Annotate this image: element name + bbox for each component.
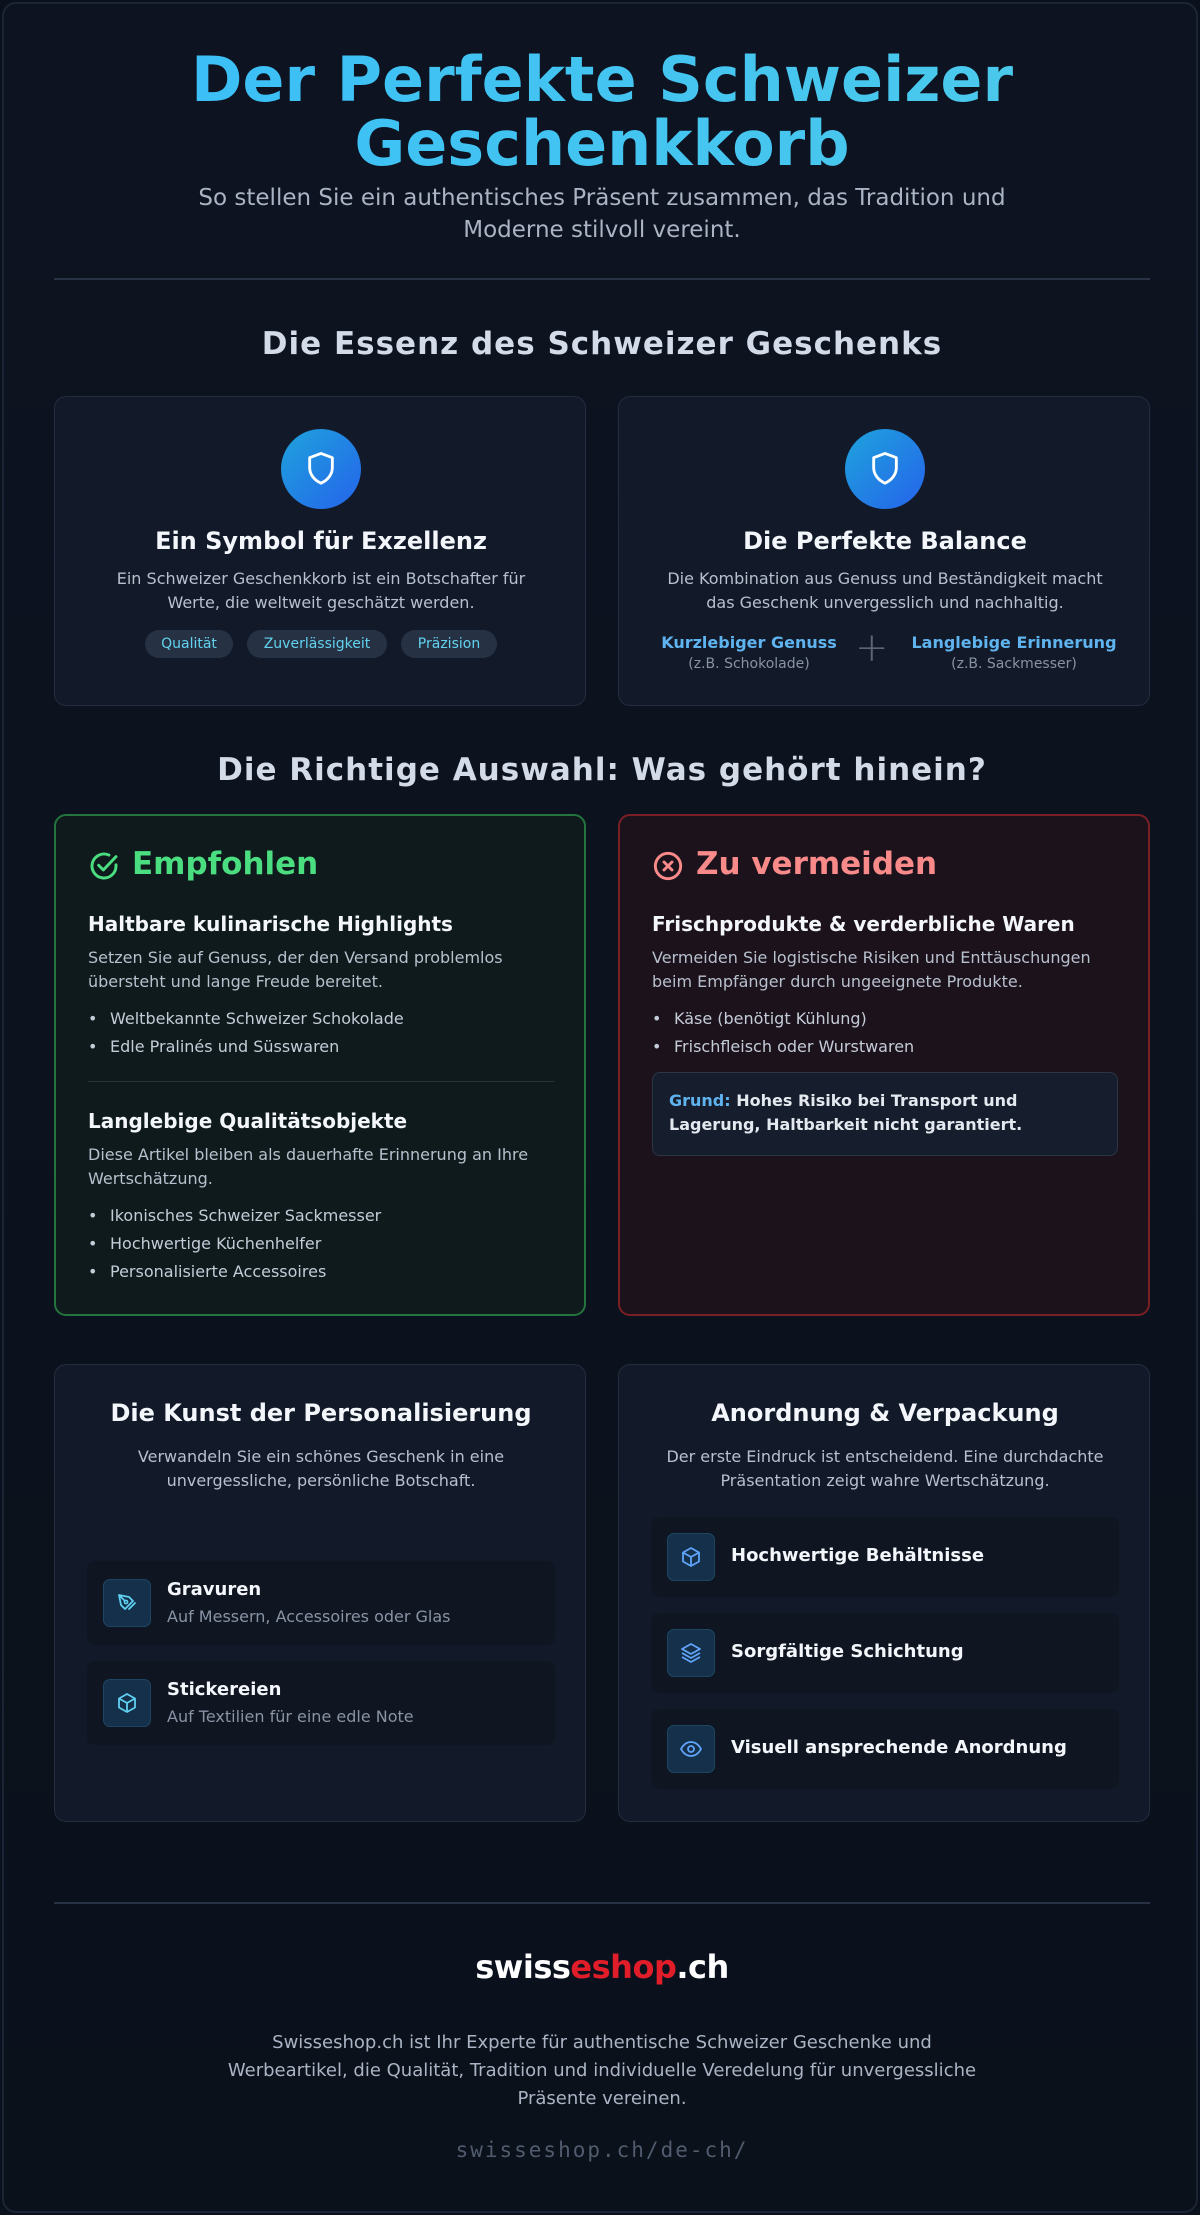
feature-engraving <box>87 1561 555 1645</box>
personalization-text-line-2: unvergessliche, persönliche Botschaft. <box>166 1471 476 1490</box>
list-item: • Ikonisches Schweizer Sackmesser <box>110 1206 381 1225</box>
excellence-card <box>54 396 586 706</box>
reason-box <box>652 1072 1118 1156</box>
packaging-title: Anordnung & Verpackung <box>711 1399 1059 1427</box>
footer-text-line-3: Präsente vereinen. <box>517 2088 687 2109</box>
feature-layering <box>651 1613 1119 1693</box>
balance-card <box>618 396 1150 706</box>
group-culinary-title: Haltbare kulinarische Highlights <box>88 912 453 936</box>
tag-reliability: Zuverlässigkeit <box>247 630 387 658</box>
list-item: • Frischfleisch oder Wurstwaren <box>674 1037 914 1056</box>
short-lived-sub: (z.B. Schokolade) <box>688 656 810 672</box>
divider <box>54 1902 1150 1904</box>
footer-url-link[interactable]: swisseshop.ch/de-ch/ <box>455 2138 749 2162</box>
personalization-card <box>54 1364 586 1822</box>
feature-title: Stickereien <box>167 1679 282 1700</box>
feature-title: Sorgfältige Schichtung <box>731 1641 964 1662</box>
section-title-selection: Die Richtige Auswahl: Was gehört hinein? <box>217 752 987 788</box>
long-lasting-label: Langlebige Erinnerung <box>911 633 1117 652</box>
box-icon <box>667 1533 715 1581</box>
balance-text-line-1: Die Kombination aus Genuss und Beständigkeit macht <box>667 569 1103 588</box>
tag-precision: Präzision <box>401 630 497 658</box>
avoid-text <box>652 946 1122 994</box>
plus-sign: + <box>855 625 889 671</box>
logo-part-2: eshop <box>570 1948 677 1986</box>
balance-text-line-2: das Geschenk unvergesslich und nachhaltig. <box>706 593 1064 612</box>
packaging-card <box>618 1364 1150 1822</box>
page-subtitle <box>164 182 1040 246</box>
infographic-page <box>2 2 1198 2213</box>
layers-icon <box>667 1629 715 1677</box>
group-culinary-text-line-2: übersteht und lange Freude bereitet. <box>88 972 383 991</box>
excellence-text-line-2: Werte, die weltweit geschätzt werden. <box>167 593 475 612</box>
group-culinary-text-line-1: Setzen Sie auf Genuss, der den Versand problemlos <box>88 948 503 967</box>
avoid-text-line-1: Vermeiden Sie logistische Risiken und Enttäuschungen <box>652 948 1091 967</box>
feature-arrangement <box>651 1709 1119 1789</box>
box-icon <box>103 1679 151 1727</box>
list-item: • Personalisierte Accessoires <box>110 1262 326 1281</box>
subtitle-line-2: Moderne stilvoll vereint. <box>463 217 741 243</box>
reason-label: Grund: <box>669 1091 731 1110</box>
excellence-text <box>55 567 587 615</box>
short-lived-enjoyment <box>639 633 859 672</box>
personalization-title: Die Kunst der Personalisierung <box>110 1399 532 1427</box>
footer-text-line-2: Werbeartikel, die Qualität, Tradition und individuelle Veredelung für unvergessliche <box>227 2060 977 2081</box>
eye-icon <box>667 1725 715 1773</box>
section-title-essence: Die Essenz des Schweizer Geschenks <box>261 326 943 362</box>
group-quality-title: Langlebige Qualitätsobjekte <box>88 1109 408 1133</box>
footer-description <box>204 2029 1000 2113</box>
list-item: • Käse (benötigt Kühlung) <box>674 1009 867 1028</box>
brand-logo <box>4 1948 1200 1986</box>
feature-title: Hochwertige Behältnisse <box>731 1545 985 1566</box>
short-lived-label: Kurzlebiger Genuss <box>661 633 837 652</box>
personalization-text-line-1: Verwandeln Sie ein schönes Geschenk in eine <box>137 1447 505 1466</box>
subtitle-line-1: So stellen Sie ein authentisches Präsent zusammen, das Tradition und <box>198 185 1006 211</box>
list-item: • Edle Pralinés und Süsswaren <box>110 1037 339 1056</box>
avoid-heading: Zu vermeiden <box>696 846 938 882</box>
avoid-card <box>618 814 1150 1316</box>
packaging-text-line-1: Der erste Eindruck ist entscheidend. Eine durchdachte <box>666 1447 1104 1466</box>
balance-text <box>619 567 1151 615</box>
title-line-2: Geschenkkorb <box>354 107 850 180</box>
reason-line-1: Hohes Risiko bei Transport und <box>736 1091 1018 1110</box>
reason-text <box>669 1089 1109 1137</box>
title-line-1: Der Perfekte Schweizer <box>190 43 1014 116</box>
feature-embroidery <box>87 1661 555 1745</box>
group-quality-text <box>88 1143 558 1191</box>
pen-nib-icon <box>103 1579 151 1627</box>
footer-text-line-1: Swisseshop.ch ist Ihr Experte für authentische Schweizer Geschenke und <box>272 2032 932 2053</box>
group-quality-text-line-2: Wertschätzung. <box>88 1169 213 1188</box>
feature-subtitle: Auf Messern, Accessoires oder Glas <box>167 1607 451 1626</box>
feature-title: Gravuren <box>167 1579 262 1600</box>
avoid-title: Frischprodukte & verderbliche Waren <box>652 912 1075 936</box>
excellence-text-line-1: Ein Schweizer Geschenkkorb ist ein Botschafter für <box>116 569 526 588</box>
excellence-title: Ein Symbol für Exzellenz <box>155 527 487 555</box>
feature-title: Visuell ansprechende Anordnung <box>731 1737 1067 1758</box>
group-culinary-text <box>88 946 558 994</box>
feature-subtitle: Auf Textilien für eine edle Note <box>167 1707 414 1726</box>
tag-quality: Qualität <box>145 630 233 658</box>
list-item: • Hochwertige Küchenhelfer <box>110 1234 321 1253</box>
page-title <box>4 43 1200 180</box>
group-quality-text-line-1: Diese Artikel bleiben als dauerhafte Erinnerung an Ihre <box>88 1145 529 1164</box>
x-circle-icon <box>652 850 684 886</box>
balance-title: Die Perfekte Balance <box>743 527 1027 555</box>
check-circle-icon <box>88 850 120 886</box>
avoid-text-line-2: beim Empfänger durch ungeeignete Produkte. <box>652 972 1023 991</box>
logo-part-1: swiss <box>475 1948 571 1986</box>
list-item: • Weltbekannte Schweizer Schokolade <box>110 1009 404 1028</box>
recommended-card <box>54 814 586 1316</box>
shield-icon <box>281 429 361 509</box>
packaging-text-line-2: Präsentation zeigt wahre Wertschätzung. <box>720 1471 1050 1490</box>
shield-icon <box>845 429 925 509</box>
long-lasting-sub: (z.B. Sackmesser) <box>951 656 1077 672</box>
logo-part-3: .ch <box>676 1948 729 1986</box>
divider <box>88 1081 554 1082</box>
packaging-text <box>619 1445 1151 1493</box>
recommended-heading: Empfohlen <box>132 846 319 882</box>
personalization-text <box>55 1445 587 1493</box>
long-lasting-memory <box>889 633 1139 672</box>
divider <box>54 278 1150 280</box>
feature-containers <box>651 1517 1119 1597</box>
reason-line-2: Lagerung, Haltbarkeit nicht garantiert. <box>669 1115 1023 1134</box>
